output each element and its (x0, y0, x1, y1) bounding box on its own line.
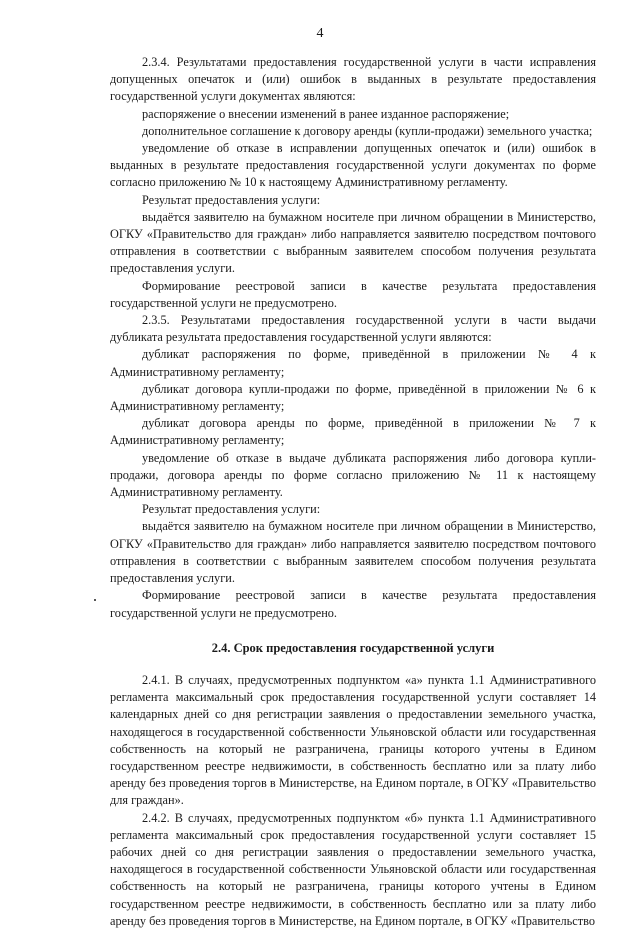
paragraph: Формирование реестровой записи в качестве результата предоставления государственной услуги не предусмотрено. (110, 588, 596, 620)
paragraph: выдаётся заявителю на бумажном носителе при личном обращении в Министерство, ОГКУ «Правительство для граждан» либо направляется заявителю посредством почтового отправления в соответствии с выбранным заявителем способом получения результата предоставления услуги. (110, 519, 596, 586)
paragraph-2-4-1: 2.4.1. В случаях, предусмотренных подпунктом «а» пункта 1.1 Административного регламента максимальный срок предоставления государственной услуги составляет 14 календарных дней со дня регистрации заявления о предоставлении земельного участка, находящегося в государственной собственности Ульяновской области или государственная собственность на который не разграничена, границы которого учтены в Едином государственном реестре недвижимости, в собственность бесплатно или за плату либо аренду без проведения торгов в Министерстве, на Едином портале, в ОГКУ «Правительство для граждан». (110, 672, 596, 808)
paragraph-2-3-5: 2.3.5. Результатами предоставления государственной услуги в части выдачи дубликата результата предоставления государственной услуги являются: (110, 313, 596, 345)
result-label: Результат предоставления услуги: (142, 192, 321, 207)
list-item: распоряжение о внесении изменений в ранее изданное распоряжение; (142, 106, 510, 121)
list-item: дубликат распоряжения по форме, приведённой в приложении № 4 к Административному регламенту; (110, 347, 596, 379)
scan-dot (94, 599, 96, 601)
list-item: уведомление об отказе в исправлении допущенных опечаток и (или) ошибок в выданных в результате предоставления государственной услуги документах по форме согласно приложению № 10 к настоящему Административному регламенту. (110, 141, 596, 190)
list-item: дубликат договора купли-продажи по форме, приведённой в приложении № 6 к Административному регламенту; (110, 381, 596, 414)
list-item: дополнительное соглашение к договору аренды (купли-продажи) земельного участка; (142, 123, 593, 138)
paragraph: Формирование реестровой записи в качестве результата предоставления государственной услуги не предусмотрено. (110, 278, 596, 310)
list-item: уведомление об отказе в выдаче дубликата распоряжения либо договора купли-продажи, договора аренды по форме согласно приложению № 11 к настоящему Административному регламенту. (110, 450, 596, 500)
paragraph: выдаётся заявителю на бумажном носителе при личном обращении в Министерство, ОГКУ «Правительство для граждан» либо направляется заявителю посредством почтового отправления в соответствии с выбранным заявителем способом получения результата предоставления услуги. (110, 209, 596, 276)
document-body (110, 54, 596, 930)
list-item: дубликат договора аренды по форме, приведённой в приложении № 7 к Административному регламенту; (110, 416, 596, 448)
paragraph-2-3-4: 2.3.4. Результатами предоставления государственной услуги в части исправления допущенных опечаток и (или) ошибок в выданных в результате предоставления государственной услуги документах являются: (110, 55, 596, 104)
section-heading: 2.4. Срок предоставления государственной услуги (211, 640, 495, 655)
result-label: Результат предоставления услуги: (142, 502, 321, 517)
page-number: 4 (316, 26, 324, 41)
paragraph-2-4-2: 2.4.2. В случаях, предусмотренных подпунктом «б» пункта 1.1 Административного регламента максимальный срок предоставления государственной услуги составляет 15 рабочих дней со дня регистрации заявления о предоставлении земельного участка, находящегося в государственной собственности Ульяновской области или государственная собственность на который не разграничена, границы которого учтены в Едином государственном реестре недвижимости, в собственность бесплатно или за плату либо аренду без проведения торгов в Министерстве, на Едином портале, в ОГКУ «Правительство (110, 810, 596, 928)
